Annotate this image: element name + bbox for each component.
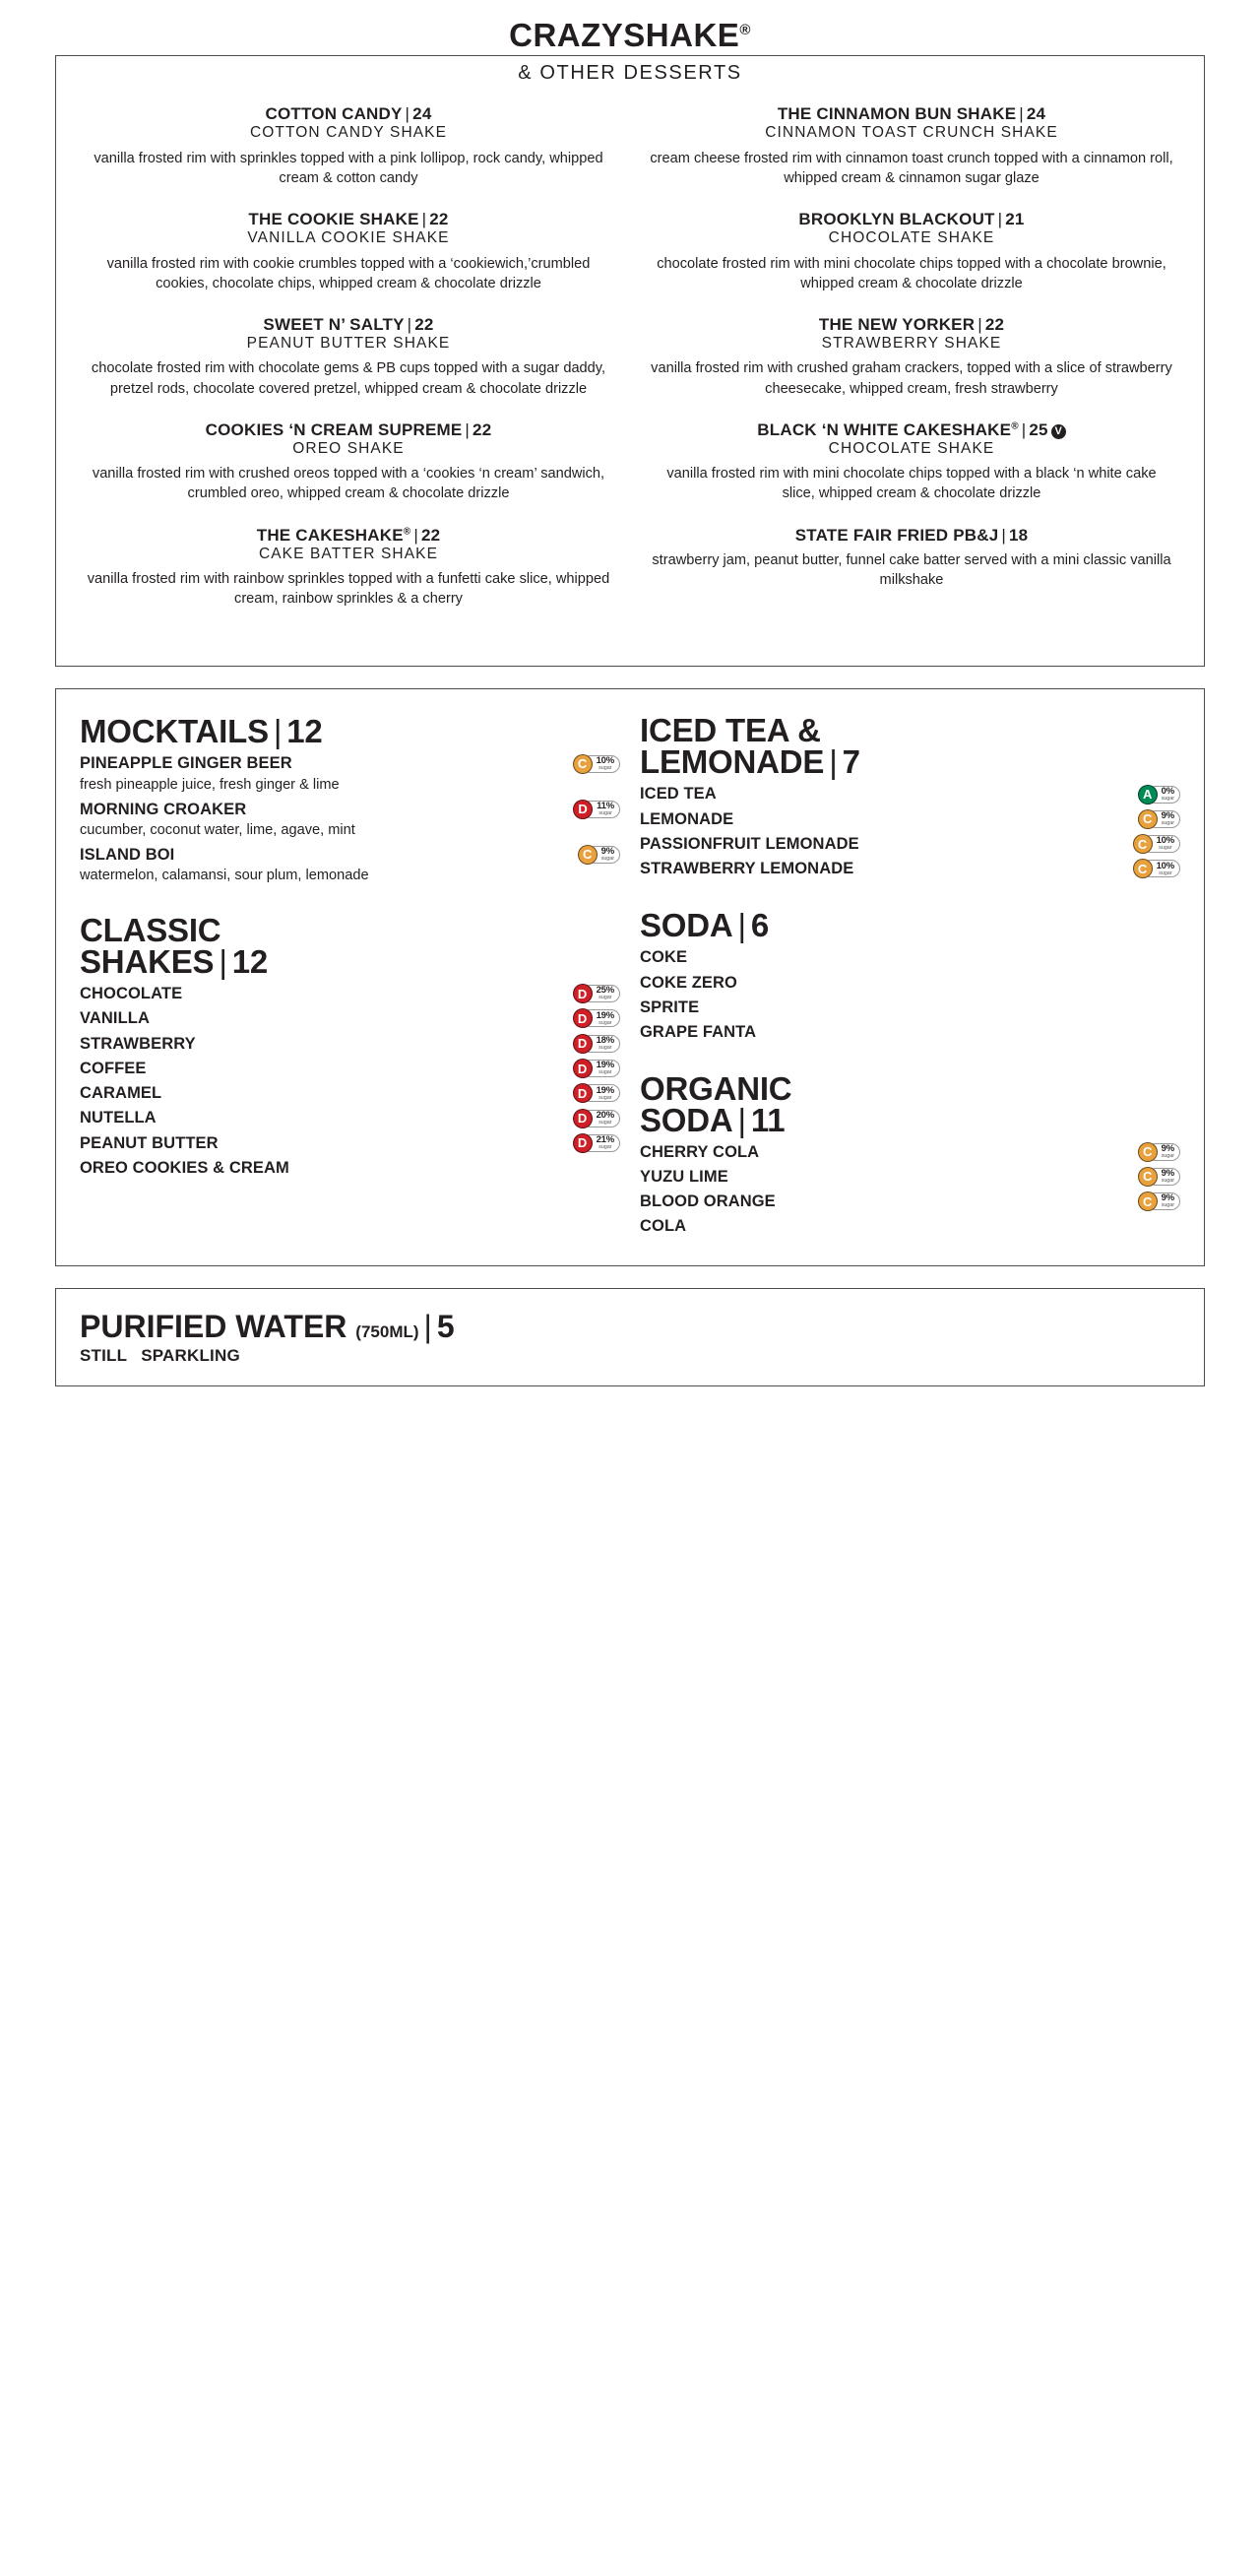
shake-description: vanilla frosted rim with sprinkles topped with a pink lollipop, rock candy, whipped cream & cotton candy [94,150,603,186]
shake-subtitle: VANILLA COOKIE SHAKE [247,228,450,246]
shake-subtitle: CHOCOLATE SHAKE [828,228,995,246]
classic-shakes-list [80,983,620,1179]
drink-name: LEMONADE [640,809,734,828]
organic-soda-heading-line2: SODA [640,1101,733,1138]
shake-item [643,526,1180,590]
sugar-grade-icon: D [573,1083,593,1103]
drink-entry [640,858,1180,879]
organic-soda-heading [640,1069,1180,1138]
shake-description: vanilla frosted rim with rainbow sprinkles topped with a funfetti cake slice, whipped cream, rainbow sprinkles & a cherry [87,571,610,608]
sugar-label: sugar [598,1144,612,1151]
shake-item [643,104,1180,188]
shake-name: BROOKLYN BLACKOUT | 21 [798,209,1025,228]
shake-description: vanilla frosted rim with cookie crumbles topped with a ‘cookiewich,’crumbled cookies, chocolate chips, whipped cream & chocolate drizzle [106,255,591,291]
sugar-grade-icon: D [573,1008,593,1028]
sugar-grade-icon: C [573,754,593,774]
drink-row [640,808,1180,830]
sugar-grade-icon: C [1133,834,1153,854]
water-title-label: PURIFIED WATER [80,1308,347,1344]
crazyshake-title-block [56,19,1204,53]
crazyshake-left-column [80,104,617,630]
mocktails-price: 12 [286,713,323,750]
drink-row [80,1157,620,1179]
iced-tea-heading [640,712,1180,781]
organic-soda-heading-line1: ORGANIC [640,1069,792,1107]
drink-row [80,1132,620,1154]
sugar-rating-badge [1138,1191,1180,1211]
shake-item [643,420,1180,504]
drink-row [80,983,620,1004]
separator: | [423,1308,432,1344]
sugar-rating-badge [573,1059,620,1078]
menu-page [0,17,1260,2576]
sugar-rating-badge [573,1083,620,1103]
shake-name: STATE FAIR FRIED PB&J | 18 [794,525,1029,545]
drink-entry [640,997,1180,1018]
drink-entry [80,1033,620,1055]
drink-entry [80,983,620,1004]
crazyshake-subtitle: & OTHER DESSERTS [518,62,742,84]
shake-name: COOKIES ‘N CREAM SUPREME | 22 [205,419,492,439]
soda-price: 6 [750,907,770,944]
water-types [80,1346,1180,1366]
sugar-percent-value: 19% [596,1060,614,1071]
sugar-label: sugar [600,856,614,863]
sugar-label: sugar [598,1119,612,1126]
sugar-rating-badge [573,1008,620,1028]
sugar-percent-value: 19% [596,1084,614,1096]
vegetarian-icon: V [1051,424,1066,439]
separator: | [1001,525,1006,545]
sugar-grade-icon: D [573,984,593,1003]
drink-name: CHERRY COLA [640,1142,760,1161]
sugar-label: sugar [598,1019,612,1026]
sugar-grade-icon: C [1133,859,1153,878]
sugar-percent-value: 10% [596,754,614,766]
separator: | [219,943,227,981]
drinks-right-column [640,712,1180,1237]
shake-description: vanilla frosted rim with crushed oreos topped with a ‘cookies ‘n cream’ sandwich, crumbled oreo, whipped cream & chocolate drizzle [92,466,605,502]
separator: | [737,907,746,944]
drink-entry [640,1021,1180,1043]
sugar-rating-badge [573,1109,620,1128]
separator: | [405,104,410,123]
water-volume: (750ML) [355,1321,419,1341]
drink-name: NUTELLA [80,1109,157,1127]
classic-shakes-heading-line2: SHAKES [80,943,215,981]
water-panel [55,1288,1205,1386]
sugar-percent-value: 9% [1161,1168,1174,1180]
iced-tea-price: 7 [842,743,860,781]
drink-name: COKE ZERO [640,973,737,992]
drinks-columns [80,712,1180,1237]
shake-item [80,526,617,610]
sugar-grade-icon: C [1138,809,1158,829]
drink-row [640,1166,1180,1188]
soda-list [640,946,1180,1043]
soda-heading [640,907,1180,944]
drink-name: SPRITE [640,998,700,1016]
shake-subtitle: CHOCOLATE SHAKE [828,439,995,457]
drink-entry [80,1132,620,1154]
sugar-rating-badge [1133,834,1180,854]
sugar-grade-icon: C [1138,1142,1158,1162]
sugar-rating-badge [573,1133,620,1153]
shake-description: chocolate frosted rim with mini chocolate chips topped with a chocolate brownie, whipped cream & chocolate drizzle [657,255,1166,291]
sugar-label: sugar [1159,845,1172,852]
drink-row [80,1082,620,1104]
separator: | [737,1101,746,1138]
drinks-panel [55,688,1205,1265]
drink-entry [640,1141,1180,1163]
water-type: STILL [80,1345,128,1365]
classic-shakes-heading-line1: CLASSIC [80,912,221,949]
sugar-grade-icon: C [1138,1191,1158,1211]
shake-name: THE COOKIE SHAKE | 22 [248,209,449,228]
sugar-label: sugar [598,809,612,816]
drink-name: ISLAND BOI [80,845,175,864]
drink-row [80,1107,620,1128]
sugar-label: sugar [1161,795,1174,802]
mocktails-list [80,752,620,885]
drink-entry [80,799,620,840]
iced-tea-heading-line2: LEMONADE [640,743,825,781]
shake-description: strawberry jam, peanut butter, funnel cake batter served with a mini classic vanilla milkshake [652,551,1171,588]
sugar-label: sugar [598,764,612,771]
sugar-label: sugar [598,1044,612,1051]
shake-item [80,315,617,399]
shake-subtitle: STRAWBERRY SHAKE [821,334,1002,352]
crazyshake-right-column [643,104,1180,630]
sugar-percent-value: 21% [596,1134,614,1146]
drink-name: STRAWBERRY LEMONADE [640,860,854,878]
sugar-label: sugar [598,995,612,1001]
iced-tea-heading-line1: ICED TEA & [640,712,821,749]
drink-row [640,1191,1180,1212]
drink-name: COKE [640,948,688,967]
shake-item [80,104,617,188]
classic-shakes-price: 12 [231,943,269,981]
soda-heading-label: SODA [640,907,733,944]
drink-entry [640,946,1180,968]
page-title [483,19,777,53]
sugar-percent-value: 9% [1161,1142,1174,1154]
drink-entry [640,808,1180,830]
sugar-rating-badge [573,1034,620,1054]
shake-subtitle: CAKE BATTER SHAKE [258,545,439,562]
sugar-grade-icon: C [1138,1167,1158,1187]
sugar-label: sugar [1161,1178,1174,1185]
drink-description: watermelon, calamansi, sour plum, lemonade [80,868,369,884]
sugar-grade-icon: D [573,800,593,819]
shake-item [643,210,1180,293]
drink-entry [80,1157,620,1179]
sugar-rating-badge [1138,809,1180,829]
classic-shakes-heading [80,912,620,981]
sugar-percent-value: 11% [597,800,614,811]
sugar-rating-badge [573,800,620,819]
drink-name: PEANUT BUTTER [80,1133,219,1152]
drink-name: PASSIONFRUIT LEMONADE [640,834,859,853]
sugar-rating-badge [578,845,620,865]
drink-name: BLOOD ORANGE [640,1192,776,1211]
registered-mark-icon: ® [1011,419,1019,431]
separator: | [829,743,838,781]
drink-name: ICED TEA [640,785,717,804]
sugar-label: sugar [1159,869,1172,876]
drink-row [640,997,1180,1018]
drink-row [640,1141,1180,1163]
sugar-grade-icon: D [573,1133,593,1153]
shake-name: THE NEW YORKER | 22 [818,314,1005,334]
shake-description: vanilla frosted rim with mini chocolate chips topped with a black ‘n white cake slice, whipped cream & chocolate drizzle [666,466,1157,502]
crazyshake-panel [55,17,1205,667]
sugar-label: sugar [1161,820,1174,827]
drink-row [80,844,620,866]
shake-item [643,315,1180,399]
registered-mark-icon: ® [403,525,411,537]
separator: | [1021,419,1027,439]
shake-description: chocolate frosted rim with chocolate gems & PB cups topped with a sugar daddy, pretzel rods, chocolate covered pretzel, whipped cream & chocolate drizzle [91,360,606,397]
drink-name: COLA [640,1217,687,1236]
drink-entry [640,1166,1180,1188]
sugar-label: sugar [598,1094,612,1101]
sugar-rating-badge [573,984,620,1003]
sugar-percent-value: 0% [1161,785,1174,797]
organic-soda-price: 11 [750,1101,786,1138]
shake-item [80,210,617,293]
drink-description: cucumber, coconut water, lime, agave, mint [80,821,355,838]
shake-subtitle: COTTON CANDY SHAKE [249,124,448,142]
drink-description: fresh pineapple juice, fresh ginger & lime [80,776,340,793]
drink-name: CHOCOLATE [80,985,183,1003]
separator: | [273,713,283,750]
sugar-rating-badge [1138,785,1180,805]
sugar-grade-icon: D [573,1109,593,1128]
sugar-label: sugar [1161,1152,1174,1159]
sugar-percent-value: 10% [1156,835,1174,847]
water-title [80,1308,1180,1344]
drink-name: MORNING CROAKER [80,800,247,818]
drink-entry [640,1215,1180,1237]
sugar-percent-value: 9% [1161,1192,1174,1204]
water-type: SPARKLING [141,1345,240,1365]
drink-row [640,1021,1180,1043]
drink-name: PINEAPPLE GINGER BEER [80,754,292,773]
registered-mark-icon: ® [739,22,751,38]
sugar-rating-badge [1138,1142,1180,1162]
drink-row [80,752,620,774]
drink-entry [80,1107,620,1128]
drink-row [80,1007,620,1029]
drink-entry [80,1058,620,1079]
drink-row [640,858,1180,879]
drink-name: OREO COOKIES & CREAM [80,1158,289,1177]
sugar-grade-icon: D [573,1059,593,1078]
drink-row [640,946,1180,968]
drink-row [640,783,1180,805]
drink-row [80,1033,620,1055]
sugar-grade-icon: C [578,845,598,865]
sugar-percent-value: 25% [596,985,614,997]
separator: | [407,314,412,334]
drink-row [640,833,1180,855]
separator: | [465,419,471,439]
drink-entry [80,844,620,885]
sugar-label: sugar [598,1069,612,1076]
sugar-percent-value: 10% [1156,860,1174,871]
shake-description: vanilla frosted rim with crushed graham crackers, topped with a slice of strawberry cheesecake, whipped cream, fresh strawberry [651,360,1172,397]
sugar-percent-value: 18% [596,1034,614,1046]
drink-name: COFFEE [80,1059,147,1077]
sugar-grade-icon: D [573,1034,593,1054]
shake-name: THE CAKESHAKE® | 22 [256,525,441,545]
shake-name: BLACK ‘N WHITE CAKESHAKE® | 25 V [643,420,1180,439]
sugar-percent-value: 19% [596,1009,614,1021]
drink-entry [80,1007,620,1029]
sugar-percent-value: 20% [596,1109,614,1121]
sugar-percent-value: 9% [1161,810,1174,822]
sugar-rating-badge [573,754,620,774]
drink-entry [640,783,1180,805]
separator: | [977,314,982,334]
sugar-percent-value: 9% [600,846,614,858]
organic-soda-list [640,1141,1180,1238]
shake-subtitle: CINNAMON TOAST CRUNCH SHAKE [765,124,1058,142]
drinks-left-column [80,715,620,1237]
drink-entry [640,972,1180,994]
separator: | [997,209,1003,228]
water-price: 5 [436,1308,455,1344]
shake-name: THE CINNAMON BUN SHAKE | 24 [777,104,1046,123]
sugar-rating-badge [1133,859,1180,878]
drink-name: VANILLA [80,1009,150,1028]
mocktails-heading [80,713,620,750]
sugar-grade-icon: A [1138,785,1158,805]
drink-entry [640,1191,1180,1212]
separator: | [413,525,418,545]
drink-row [80,1058,620,1079]
drink-entry [640,833,1180,855]
drink-row [640,972,1180,994]
drink-entry [80,1082,620,1104]
drink-name: CARAMEL [80,1084,162,1103]
drink-entry [80,752,620,794]
shake-subtitle: OREO SHAKE [292,439,405,457]
sugar-label: sugar [1161,1202,1174,1209]
shake-name: COTTON CANDY | 24 [265,104,432,123]
sugar-rating-badge [1138,1167,1180,1187]
separator: | [421,209,427,228]
shake-subtitle: PEANUT BUTTER SHAKE [246,334,451,352]
drink-name: GRAPE FANTA [640,1023,757,1042]
drink-name: YUZU LIME [640,1167,728,1186]
shake-name: SWEET N’ SALTY | 22 [263,314,434,334]
drink-name: STRAWBERRY [80,1034,196,1053]
shake-item [80,420,617,504]
crazyshake-columns [80,104,1180,630]
separator: | [1019,104,1024,123]
drink-row [80,799,620,820]
crazyshake-title-text: CRAZYSHAKE [509,17,740,53]
mocktails-heading-label: MOCKTAILS [80,713,269,750]
shake-description: cream cheese frosted rim with cinnamon toast crunch topped with a cinnamon roll, whipped cream & cinnamon sugar glaze [650,150,1173,186]
iced-tea-list [640,783,1180,879]
drink-row [640,1215,1180,1237]
